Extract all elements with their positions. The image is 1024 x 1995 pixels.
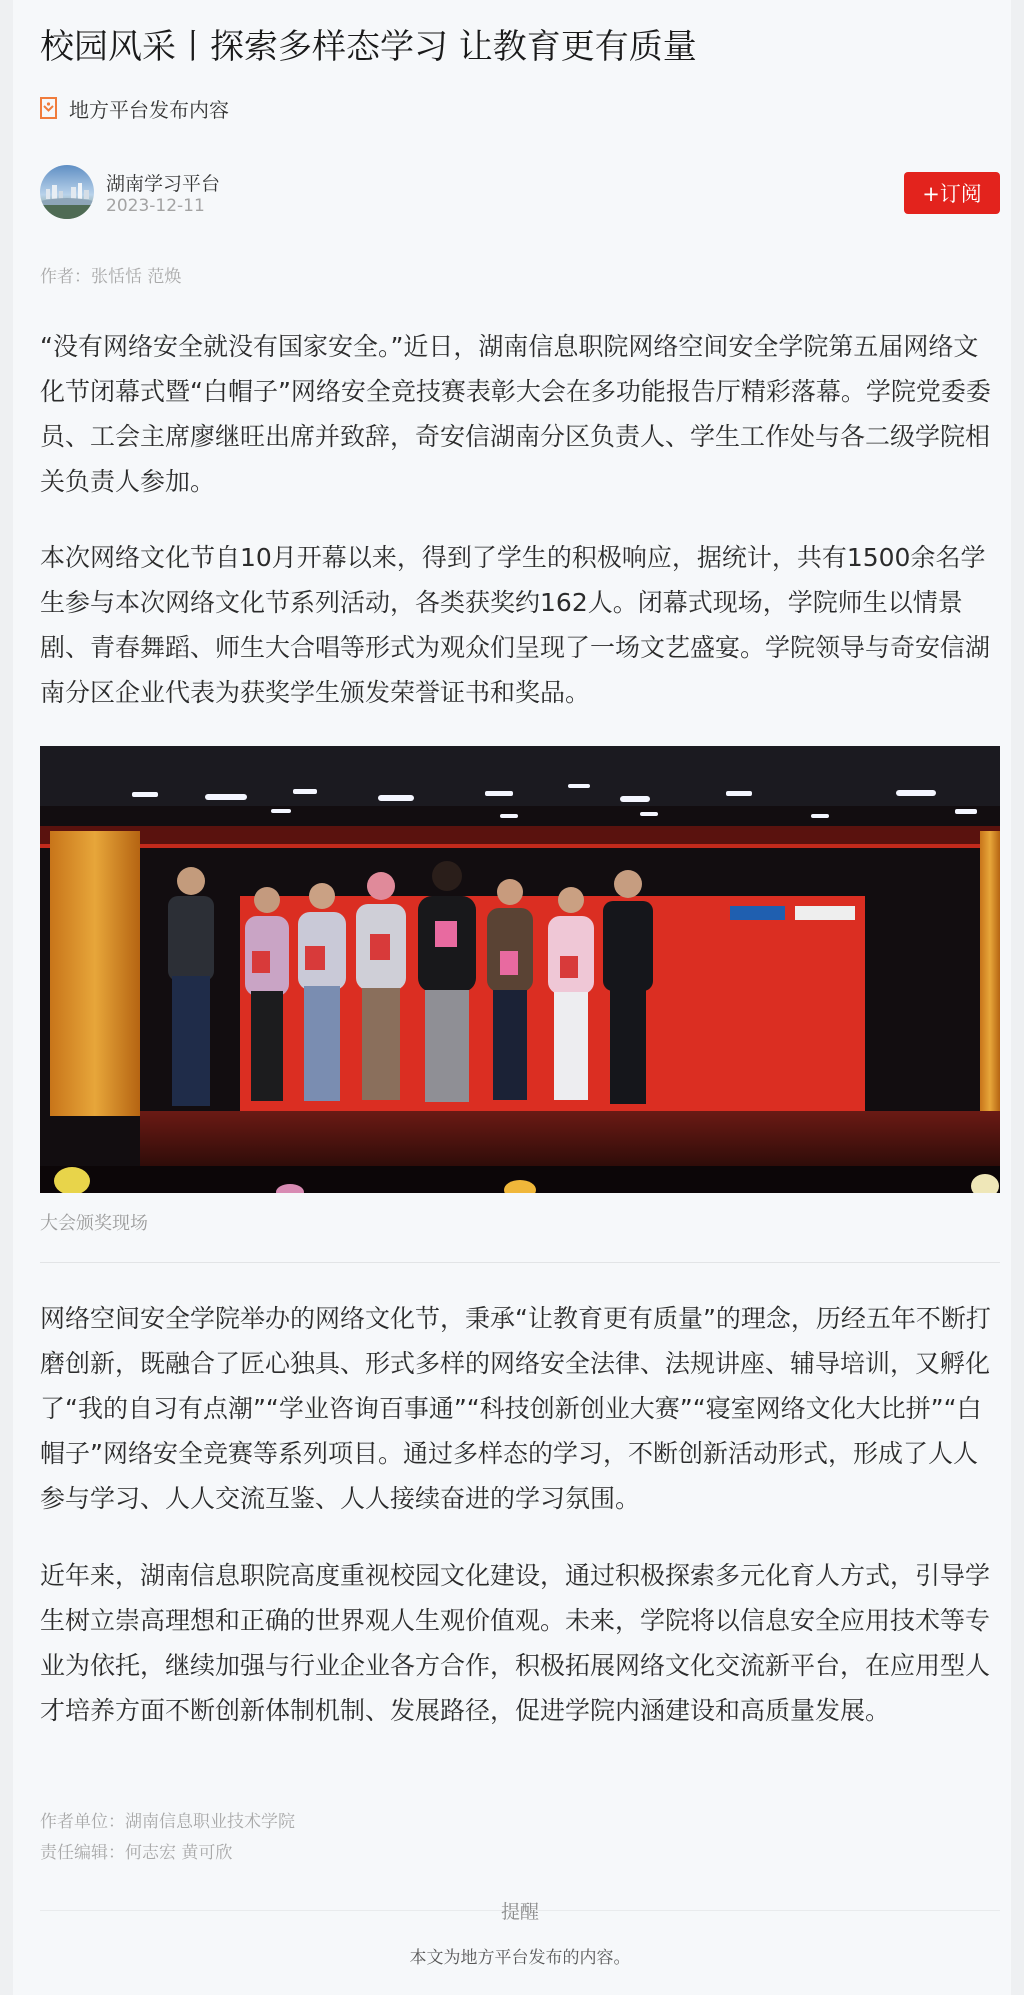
photo-caption: 大会颁奖现场 [40, 1213, 148, 1234]
author-row [40, 165, 1000, 221]
article-paragraph: 近年来，湖南信息职院高度重视校园文化建设，通过积极探索多元化育人方式，引导学生树立崇高理想和正确的世界观人生观价值观。未来，学院将以信息安全应用技术等专业为依托，继续加强与行业企业各方合作，积极拓展网络文化交流新平台，在应用型人才培养方面不断创新体制机制、发展路径，促进学院内涵建设和高质量发展。 [40, 1561, 991, 1725]
article-title: 校园风采丨探索多样态学习 让教育更有质量 [40, 27, 697, 67]
article-paragraph: 网络空间安全学院举办的网络文化节，秉承“让教育更有质量”的理念，历经五年不断打磨创新，既融合了匠心独具、形式多样的网络安全法律、法规讲座、辅导培训，又孵化了“我的自习有点潮”“学业咨询百事通”“科技创新创业大赛”“寝室网络文化大比拼”“白帽子”网络安全竞赛等系列项目。通过多样态的学习，不断创新活动形式，形成了人人参与学习、人人交流互鉴、人人接续奋进的学习氛围。 [40, 1304, 991, 1513]
author-byline: 作者：张恬恬 范焕 [40, 267, 182, 287]
caption-divider [40, 1262, 1000, 1263]
source-row [40, 92, 229, 124]
subscribe-button[interactable]: +订阅 [904, 172, 1000, 214]
award-ceremony-photo [40, 746, 1000, 1193]
publisher-avatar[interactable] [40, 165, 94, 219]
stage-scene-image [40, 746, 1000, 1193]
city-skyline-image [40, 165, 94, 219]
reminder-title: 提醒 [500, 1901, 539, 1923]
reminder-text: 本文为地方平台发布的内容。 [409, 1948, 631, 1968]
publisher-name[interactable]: 湖南学习平台 [106, 173, 221, 195]
article-page [13, 0, 1011, 1995]
bookmark-icon [40, 97, 57, 119]
author-unit: 作者单位：湖南信息职业技术学院 [40, 1812, 295, 1832]
publish-date: 2023-12-11 [106, 196, 205, 216]
article-paragraph: 本次网络文化节自10月开幕以来，得到了学生的积极响应，据统计，共有1500余名学生参与本次网络文化节系列活动，各类获奖约162人。闭幕式现场，学院师生以情景剧、青春舞蹈、师生大合唱等形式为观众们呈现了一场文艺盛宴。学院领导与奇安信湖南分区企业代表为获奖学生颁发荣誉证书和奖品。 [40, 543, 991, 707]
responsible-editor: 责任编辑：何志宏 黄可欣 [40, 1843, 233, 1863]
source-label: 地方平台发布内容 [69, 97, 229, 122]
article-paragraph: “没有网络安全就没有国家安全。”近日，湖南信息职院网络空间安全学院第五届网络文化节闭幕式暨“白帽子”网络安全竞技赛表彰大会在多功能报告厅精彩落幕。学院党委委员、工会主席廖继旺出席并致辞，奇安信湖南分区负责人、学生工作处与各二级学院相关负责人参加。 [40, 332, 991, 496]
